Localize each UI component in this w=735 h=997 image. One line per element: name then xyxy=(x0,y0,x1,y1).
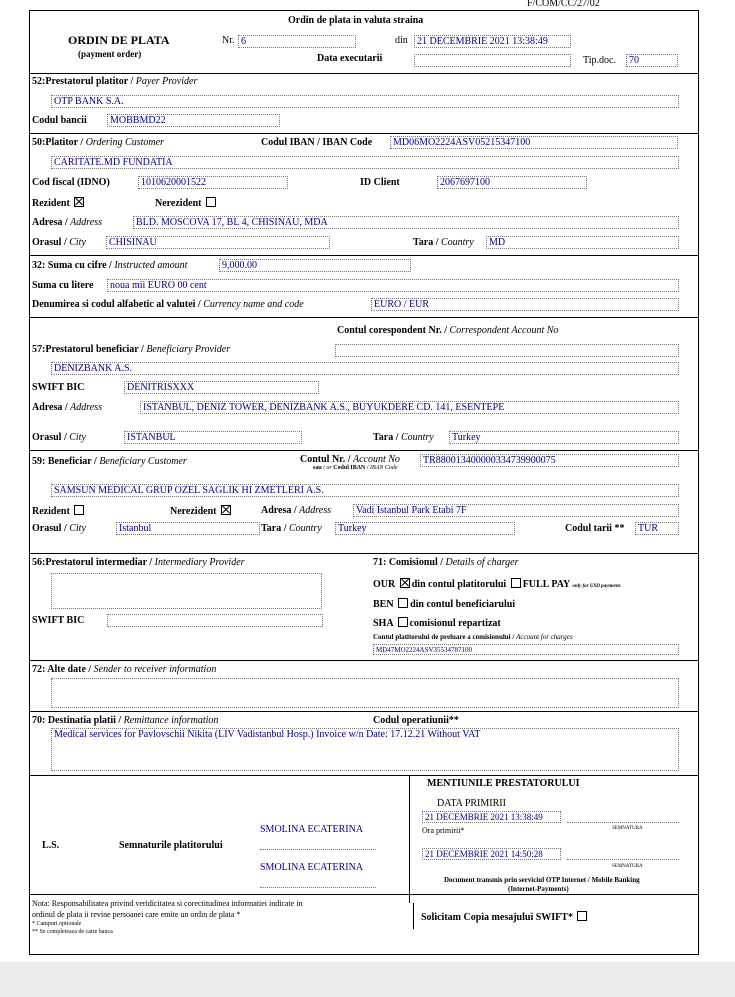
form-title: Ordin de plata in valuta straina xyxy=(288,15,424,26)
received-date-label: DATA PRIMIRII xyxy=(437,798,506,809)
commission-ben: BEN din contul beneficiarului xyxy=(373,599,516,610)
beneficiary-provider-city-label: Orasul / City xyxy=(32,432,86,443)
divider xyxy=(30,711,698,712)
nr-field[interactable]: 6 xyxy=(238,35,356,48)
client-id-field[interactable]: 2067697100 xyxy=(437,176,587,189)
country-code-field[interactable]: TUR xyxy=(635,522,679,535)
payer-name-field[interactable]: CARITATE.MD FUNDATIA xyxy=(51,156,679,169)
divider xyxy=(30,133,698,134)
beneficiary-provider-address-field[interactable]: ISTANBUL, DENIZ TOWER, DENIZBANK A.S., BUYUKDERE CD. 141, ESENTEPE xyxy=(140,401,679,414)
commission-our: OUR din contul platitorului FULL PAY only for USD payments xyxy=(373,579,621,590)
payer-heading: 50:Platitor / Ordering Customer xyxy=(32,137,164,148)
country-code-label: Codul tarii ** xyxy=(565,523,625,534)
beneficiary-provider-city-field[interactable]: ISTANBUL xyxy=(124,431,302,444)
correspondent-label: Contul corespondent Nr. / Correspondent Account No xyxy=(337,325,559,336)
beneficiary-address-label: Adresa / Address xyxy=(261,505,332,516)
swift-field[interactable]: DENITRISXXX xyxy=(124,381,319,394)
our-checkbox[interactable] xyxy=(400,578,410,588)
vertical-divider xyxy=(409,775,410,903)
correspondent-field[interactable] xyxy=(335,344,679,357)
amount-field[interactable]: 9,000.00 xyxy=(219,259,411,272)
date-field[interactable]: 21 DECEMBRIE 2021 13:38:49 xyxy=(414,35,571,48)
intermediary-heading: 56:Prestatorul intermediar / Intermediary Provider xyxy=(32,557,245,568)
divider xyxy=(30,255,698,256)
beneficiary-account-field[interactable]: TR880013400000334739900075 xyxy=(420,454,679,467)
footer-note-3: * Campuri optionale xyxy=(32,921,82,927)
beneficiary-country-label: Tara / Country xyxy=(261,523,322,534)
signature-line xyxy=(567,859,679,860)
signature-line xyxy=(567,822,679,823)
provider-notes-title: MENTIUNILE PRESTATORULUI xyxy=(427,778,580,789)
transmitted-note: Document transmis prin serviciul OTP Internet / Mobile Banking xyxy=(444,876,640,884)
received-hour-label: Ora primirii* xyxy=(422,826,465,835)
fullpay-checkbox[interactable] xyxy=(511,578,521,588)
payer-address-label: Adresa / Address xyxy=(32,217,103,228)
payer-rezident: Rezident xyxy=(32,197,86,210)
tipdoc-field[interactable]: 70 xyxy=(626,54,678,67)
signature-line xyxy=(260,887,376,888)
payer-city-label: Orasul / City xyxy=(32,237,86,248)
fiscal-code-label: Cod fiscal (IDNO) xyxy=(32,177,110,188)
commission-sha: SHA comisionul repartizat xyxy=(373,618,501,629)
fiscal-code-field[interactable]: 1010620001522 xyxy=(138,176,288,189)
footer-note-1: Nota: Responsabilitatea privind veridicitatea si corectitudinea informatiei indicate in xyxy=(32,899,303,908)
nerezident-checkbox[interactable] xyxy=(206,197,216,207)
payer-country-field[interactable]: MD xyxy=(486,236,679,249)
signature-1: SMOLINA ECATERINA xyxy=(260,824,364,835)
beneficiary-provider-country-field[interactable]: Turkey xyxy=(449,431,679,444)
beneficiary-account-label: Contul Nr. / Account No xyxy=(300,454,400,465)
operation-code-label: Codul operatiunii** xyxy=(373,715,459,726)
currency-field[interactable]: EURO / EUR xyxy=(371,298,679,311)
footer-note-4: ** Se completeaza de catre banca xyxy=(32,929,113,935)
beneficiary-provider-country-label: Tara / Country xyxy=(373,432,434,443)
swift-copy-request: Solicitam Copia mesajului SWIFT* xyxy=(421,911,589,924)
payer-country-label: Tara / Country xyxy=(413,237,474,248)
footer-note-2: ordinul de plata ii revine persoanei care emite un ordin de plata * xyxy=(32,910,241,919)
amount-label: 32: Suma cu cifre / Instructed amount xyxy=(32,260,188,271)
swift-label: SWIFT BIC xyxy=(32,382,85,393)
charges-account-field[interactable]: MD47MO2224ASV35534787100 xyxy=(373,644,679,655)
doc-name: ORDIN DE PLATA xyxy=(68,33,170,47)
remittance-heading: 70: Destinatia platii / Remittance information xyxy=(32,715,219,726)
divider xyxy=(30,317,698,318)
divider xyxy=(30,73,698,74)
payer-nerezident: Nerezident xyxy=(155,197,218,210)
divider xyxy=(30,660,698,661)
divider xyxy=(30,553,698,554)
amount-words-label: Suma cu litere xyxy=(32,280,94,291)
client-id-label: ID Client xyxy=(360,177,400,188)
beneficiary-city-label: Orasul / City xyxy=(32,523,86,534)
sha-checkbox[interactable] xyxy=(398,617,408,627)
payer-provider-heading: 52:Prestatorul platitor / Payer Provider xyxy=(32,76,198,87)
din-label: din xyxy=(395,35,408,46)
beneficiary-provider-address-label: Adresa / Address xyxy=(32,402,103,413)
ls-label: L.S. xyxy=(42,840,60,851)
exec-label: Data executarii xyxy=(317,53,383,64)
beneficiary-name-field[interactable]: SAMSUN MEDICAL GRUP OZEL SAGLIK HI ZMETLERI A.S. xyxy=(51,484,679,497)
beneficiary-account-sublabel: sau / or Codul IBAN / IBAN Code xyxy=(313,465,398,471)
beneficiary-rezident: Rezident xyxy=(32,505,86,518)
rezident-checkbox[interactable] xyxy=(74,197,84,207)
beneficiary-address-field[interactable]: Vadi Istanbul Park Etabi 7F xyxy=(353,504,679,517)
payer-iban-label: Codul IBAN / IBAN Code xyxy=(261,137,373,148)
divider xyxy=(30,894,698,895)
received-date-field[interactable]: 21 DECEMBRIE 2021 13:38:49 xyxy=(422,811,561,823)
other-info-field[interactable] xyxy=(51,678,679,708)
exec-date-field[interactable] xyxy=(414,54,571,67)
intermediary-swift-field[interactable] xyxy=(107,614,323,627)
rezident-checkbox[interactable] xyxy=(74,505,84,515)
received-hour-field[interactable]: 21 DECEMBRIE 2021 14:50:28 xyxy=(422,848,561,860)
beneficiary-provider-heading: 57:Prestatorul beneficiar / Beneficiary Provider xyxy=(32,344,231,355)
sign-label-1: SEMNATURA xyxy=(612,826,643,831)
swift-copy-checkbox[interactable] xyxy=(577,911,587,921)
sign-label-2: SEMNATURA xyxy=(612,864,643,869)
beneficiary-heading: 59: Beneficiar / Beneficiary Customer xyxy=(32,456,187,467)
divider xyxy=(30,450,698,451)
divider xyxy=(30,775,698,776)
transmitted-note-2: (Internet-Payments) xyxy=(508,885,569,893)
payment-order-form xyxy=(29,10,699,955)
payer-address-field[interactable]: BLD. MOSCOVA 17, BL 4, CHISINAU, MDA xyxy=(133,216,679,229)
nerezident-checkbox[interactable] xyxy=(221,505,231,515)
payer-iban-field[interactable]: MD06MO2224ASV05215347100 xyxy=(390,136,678,149)
payer-provider-name-field[interactable]: OTP BANK S.A. xyxy=(51,95,679,108)
tipdoc-label: Tip.doc. xyxy=(583,55,616,66)
beneficiary-provider-name-field[interactable]: DENIZBANK A.S. xyxy=(51,362,679,375)
amount-words-field[interactable]: noua mii EURO 00 cent xyxy=(107,279,679,292)
signature-line xyxy=(260,849,376,850)
remittance-field[interactable]: Medical services for Pavlovschii Nikita (LIV Vadistanbul Hosp.) Invoice w/n Date: 17.12.21 Without VAT xyxy=(51,728,679,771)
signature-2: SMOLINA ECATERINA xyxy=(260,862,364,873)
vertical-divider xyxy=(413,903,414,929)
intermediary-swift-label: SWIFT BIC xyxy=(32,615,85,626)
beneficiary-nerezident: Nerezident xyxy=(170,505,233,518)
signatures-label: Semnaturile platitorului xyxy=(119,840,223,851)
other-info-heading: 72: Alte date / Sender to receiver information xyxy=(32,664,217,675)
nr-label: Nr. xyxy=(222,35,235,46)
payer-city-field[interactable]: CHISINAU xyxy=(106,236,330,249)
doc-name-en: (payment order) xyxy=(78,49,142,59)
intermediary-name-field[interactable] xyxy=(51,573,322,609)
bank-code-label: Codul bancii xyxy=(32,115,87,126)
commission-heading: 71: Comisionul / Details of charger xyxy=(373,557,519,568)
bank-code-field[interactable]: MOBBMD22 xyxy=(107,114,280,127)
currency-label: Denumirea si codul alfabetic al valutei / Currency name and code xyxy=(32,299,304,310)
form-code: F/COM/CC/27/02 xyxy=(527,0,600,9)
ben-checkbox[interactable] xyxy=(398,598,408,608)
beneficiary-city-field[interactable]: Istanbul xyxy=(116,522,260,535)
charges-account-label: Contul platitorului de preluare a comisionului / Account for charges xyxy=(373,633,573,641)
beneficiary-country-field[interactable]: Turkey xyxy=(335,522,515,535)
